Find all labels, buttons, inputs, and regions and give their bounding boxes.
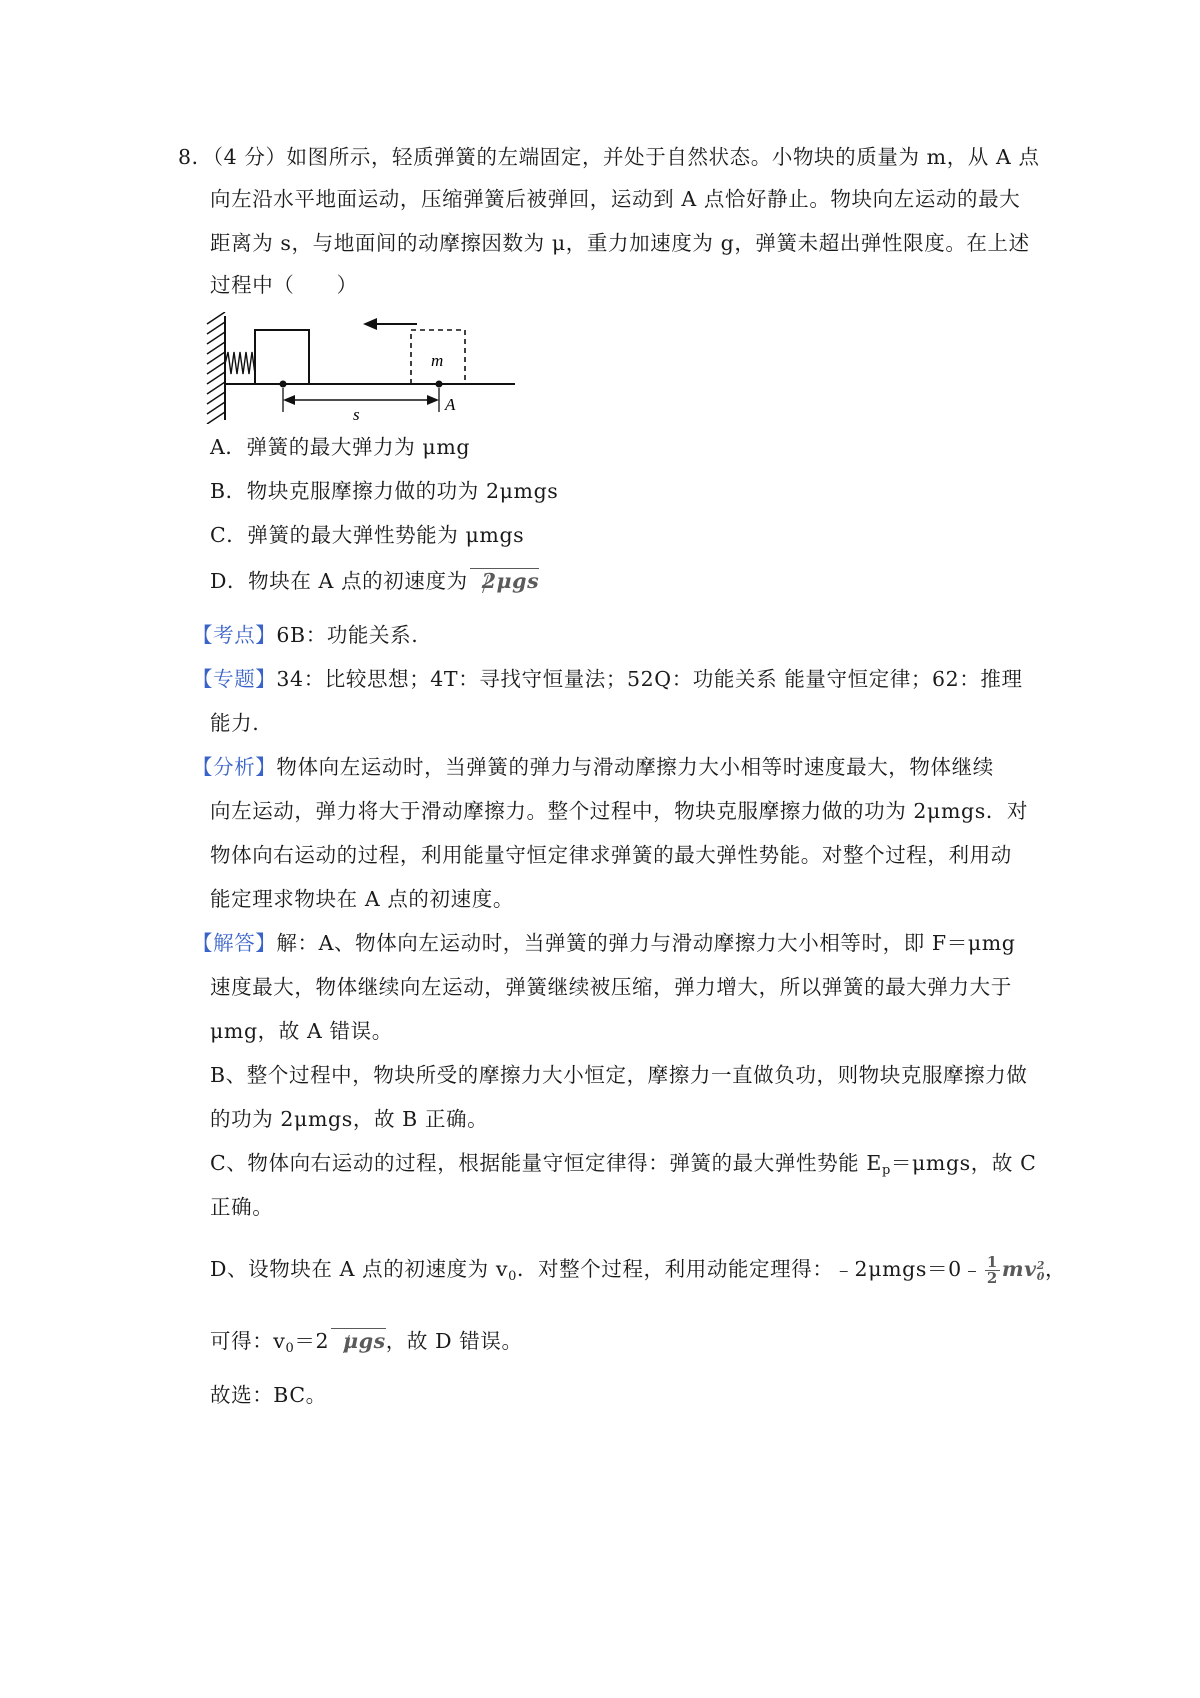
fenxi-line-4: 能定理求物块在 A 点的初速度。 <box>210 887 514 911</box>
subscript-p: p <box>881 1163 891 1178</box>
jieda-b-line-2: 的功为 2μmgs，故 B 正确。 <box>210 1107 489 1131</box>
compressed-block <box>255 330 309 384</box>
jieda-d-text: D、设物块在 A 点的初速度为 v <box>210 1257 509 1281</box>
kaodian-tag: 【考点】 <box>192 623 277 647</box>
fenxi-line-2: 向左运动，弹力将大于滑动摩擦力。整个过程中，物块克服摩擦力做的功为 2μmgs．对 <box>210 799 1029 823</box>
jieda-c-text: C、物体向右运动的过程，根据能量守恒定律得：弹簧的最大弹性势能 E <box>210 1151 882 1175</box>
subscript-0-expr: 0 <box>1036 1269 1045 1283</box>
question-line-2: 向左沿水平地面运动，压缩弹簧后被弹回，运动到 A 点恰好静止。物块向左运动的最大 <box>210 187 1021 211</box>
subscript-0: 0 <box>508 1269 517 1284</box>
distance-label: s <box>353 405 360 424</box>
jieda-text-1: 解：A、物体向左运动时，当弹簧的弹力与滑动摩擦力大小相等时，即 F＝μmg <box>276 931 1016 955</box>
point-a <box>436 381 443 388</box>
jieda-b-line-1: B、整个过程中，物块所受的摩擦力大小恒定，摩擦力一直做负功，则物块克服摩擦力做 <box>210 1063 1028 1087</box>
option-d <box>210 566 539 596</box>
left-point <box>280 381 287 388</box>
zhuanti-tag: 【专题】 <box>192 667 277 691</box>
kaodian-text: 6B：功能关系. <box>276 623 419 647</box>
jieda-c-text-end: ＝μmgs，故 C <box>890 1151 1037 1175</box>
fraction-half <box>985 1255 1000 1286</box>
jieda-d-line-1 <box>210 1254 1066 1292</box>
fenxi-line-3: 物体向右运动的过程，利用能量守恒定律求弹簧的最大弹性势能。对整个过程，利用动 <box>210 843 1012 867</box>
result-end: ，故 D 错误。 <box>385 1329 523 1353</box>
wall <box>207 312 225 424</box>
option-c: C．弹簧的最大弹性势能为 μmgs <box>210 523 525 547</box>
jieda-tag: 【解答】 <box>192 931 277 955</box>
superscript-2: 2 <box>1036 1258 1045 1272</box>
option-d-text: D．物块在 A 点的初速度为 <box>210 569 468 593</box>
result-text: 可得：v <box>210 1329 286 1353</box>
kaodian-line <box>192 620 418 650</box>
option-a: A．弹簧的最大弹力为 μmg <box>210 435 471 459</box>
kinetic-expr-indices <box>1037 1260 1045 1282</box>
jieda-d-line-2 <box>210 1326 523 1364</box>
jieda-line-2: 速度最大，物体继续向左运动，弹簧继续被压缩，弹力增大，所以弹簧的最大弹力大于 <box>210 975 1012 999</box>
jieda-d-equation: ．对整个过程，利用动能定理得：﹣2μmgs＝0﹣ <box>516 1257 983 1281</box>
question-line-4: 过程中（ ） <box>210 273 358 297</box>
zhuanti-text-1: 34：比较思想；4T：寻找守恒量法；52Q：功能关系 能量守恒定律；62：推理 <box>276 667 1023 691</box>
kinetic-expr: mv <box>1001 1257 1037 1281</box>
answer-line: 故选：BC。 <box>210 1383 327 1407</box>
left-arrow-icon <box>363 318 417 330</box>
fenxi-tag: 【分析】 <box>192 755 277 779</box>
sqrt-2mugs: 2μgs <box>470 568 540 593</box>
question-line-1: 8．（4 分）如图所示，轻质弹簧的左端固定，并处于自然状态。小物块的质量为 m，从 A 点 <box>178 145 1040 169</box>
sqrt-mugs: μgs <box>331 1328 386 1353</box>
block-label: m <box>431 351 444 370</box>
spring-block-figure <box>205 312 525 424</box>
question-line-3: 距离为 s，与地面间的动摩擦因数为 μ，重力加速度为 g，弹簧未超出弹性限度。在上述 <box>210 231 1030 255</box>
option-b: B．物块克服摩擦力做的功为 2μmgs <box>210 479 559 503</box>
fraction-numerator: 1 <box>986 1253 998 1271</box>
zhuanti-line-1 <box>192 664 1023 694</box>
jieda-c-line-2: 正确。 <box>210 1195 274 1219</box>
fenxi-text-1: 物体向左运动时，当弹簧的弹力与滑动摩擦力大小相等时速度最大，物体继续 <box>276 755 994 779</box>
point-a-label: A <box>445 395 456 414</box>
zhuanti-line-2: 能力. <box>210 711 260 735</box>
jieda-line-3: μmg，故 A 错误。 <box>210 1019 393 1043</box>
subscript-0-result: 0 <box>285 1341 295 1356</box>
jieda-d-comma: ， <box>1044 1257 1067 1281</box>
result-equals: ＝2 <box>294 1329 330 1353</box>
fenxi-line-1 <box>192 752 994 782</box>
jieda-c-line-1 <box>210 1148 1036 1186</box>
jieda-line-1 <box>192 928 1016 958</box>
fraction-denominator: 2 <box>986 1269 998 1287</box>
